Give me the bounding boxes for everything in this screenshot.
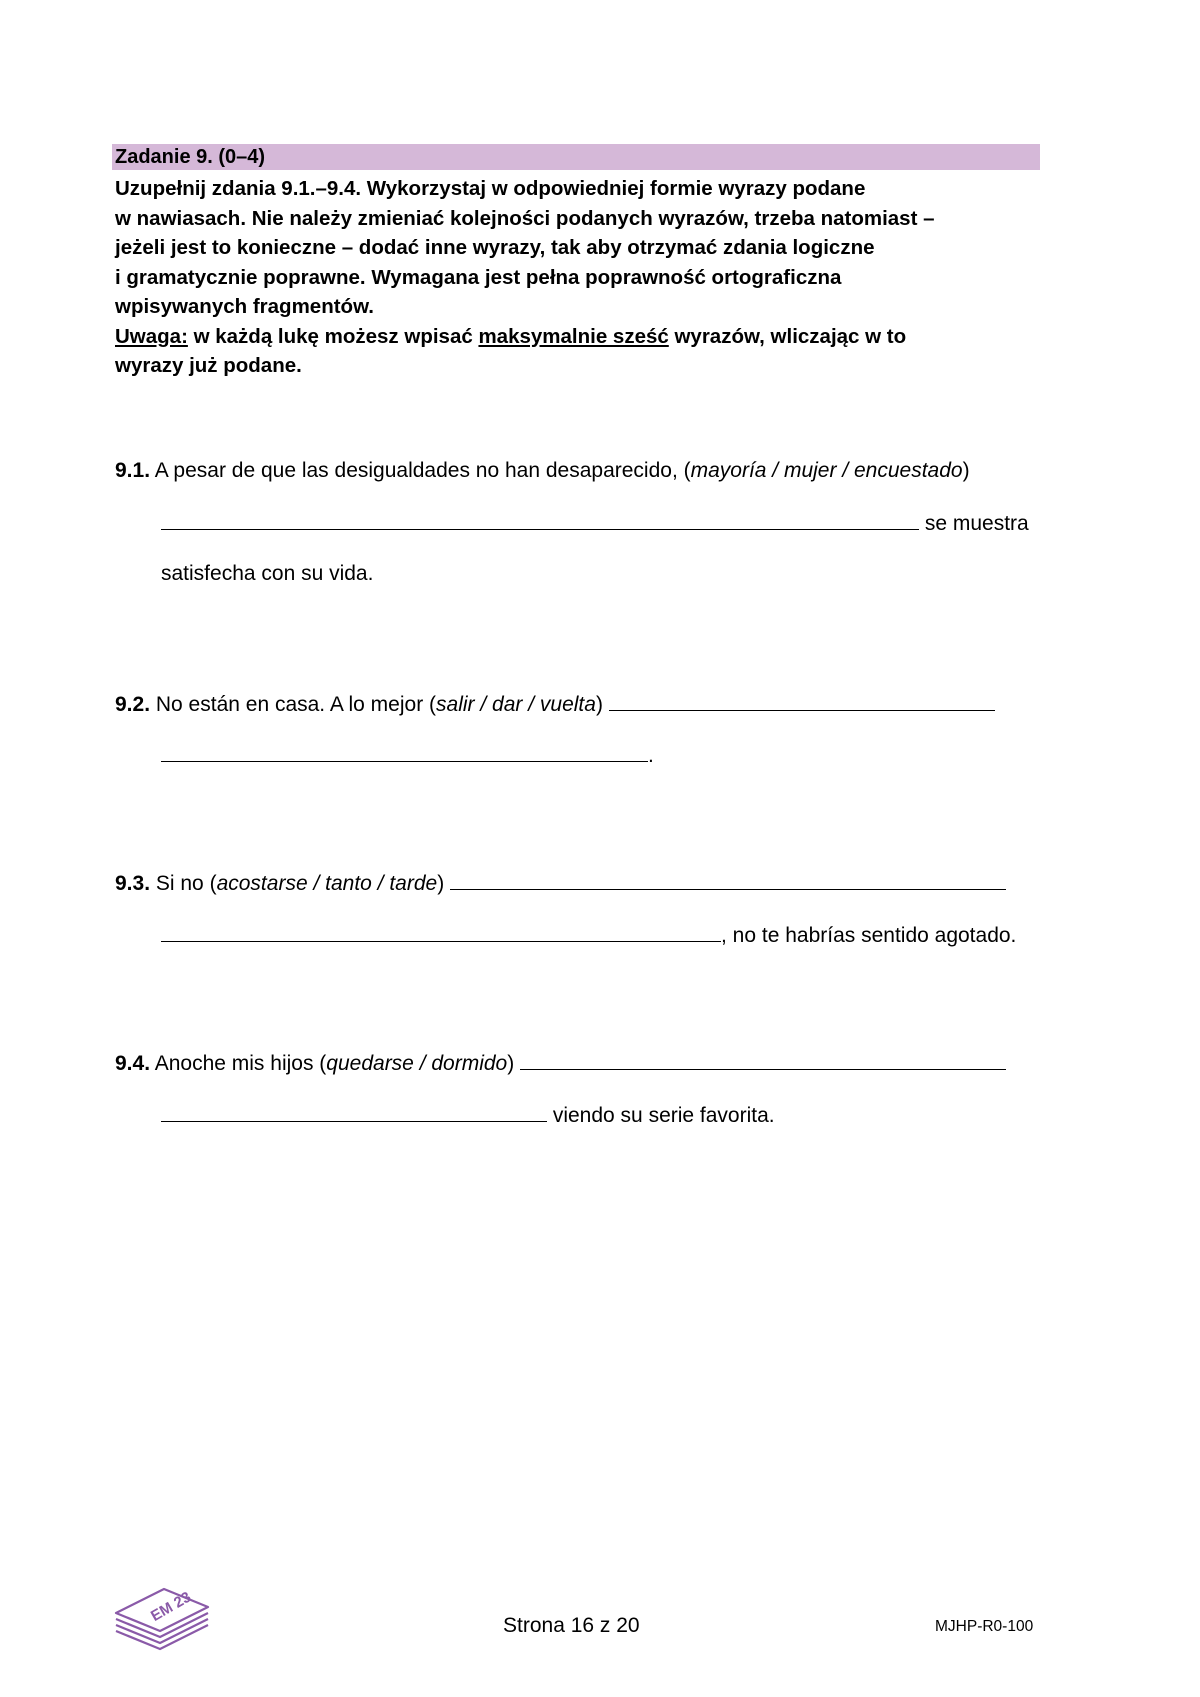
logo-text: EM 23 xyxy=(147,1588,194,1626)
item-text: Si no ( xyxy=(155,872,217,895)
item-text: A pesar de que las desigualdades no han desaparecido, ( xyxy=(154,459,691,482)
answer-gap-9-3b[interactable] xyxy=(161,921,721,942)
item-text-after: ) xyxy=(962,459,970,482)
item-text: Anoche mis hijos ( xyxy=(154,1052,327,1075)
item-hint: salir / dar / vuelta xyxy=(436,693,596,716)
em23-logo xyxy=(112,1587,212,1657)
item-text-after: ) xyxy=(437,872,451,895)
item-hint: acostarse / tanto / tarde xyxy=(216,872,438,895)
answer-gap-9-4b[interactable] xyxy=(161,1101,547,1122)
item-number: 9.4. xyxy=(115,1052,151,1075)
document-code: MJHP-R0-100 xyxy=(935,1618,1034,1635)
item-text-after-gap: . xyxy=(648,744,654,767)
task-title: Zadanie 9. (0–4) xyxy=(115,146,266,168)
item-hint: quedarse / dormido xyxy=(326,1052,508,1075)
instruction-line: i gramatycznie poprawne. Wymagana jest pełna poprawność ortograficzna xyxy=(115,265,842,289)
item-number: 9.3. xyxy=(115,872,151,895)
item-9-3-line2 xyxy=(161,921,1016,949)
item-text-after-gap: se muestra xyxy=(919,512,1029,535)
item-text-after-gap: , no te habrías sentido agotado. xyxy=(721,924,1017,947)
note-emphasis: maksymalnie sześć xyxy=(478,324,669,348)
instruction-line: Uzupełnij zdania 9.1.–9.4. Wykorzystaj w odpowiedniej formie wyrazy podane xyxy=(115,177,866,200)
note-text: w każdą lukę możesz wpisać xyxy=(187,324,479,348)
answer-gap-9-2b[interactable] xyxy=(161,741,648,762)
answer-gap-9-3a[interactable] xyxy=(450,869,1006,890)
item-9-1-line2 xyxy=(161,509,1029,537)
note-text-after: wyrazów, wliczając w to xyxy=(668,324,907,348)
item-9-4 xyxy=(115,1049,1006,1077)
note-line xyxy=(115,322,1035,352)
item-9-3 xyxy=(115,869,1006,897)
instruction-line: w nawiasach. Nie należy zmieniać kolejności podanych wyrazów, trzeba natomiast – xyxy=(115,206,935,230)
item-9-1 xyxy=(115,458,970,484)
note-line-2: wyrazy już podane. xyxy=(115,354,302,377)
item-9-1-line3: satisfecha con su vida. xyxy=(161,562,374,585)
item-9-2 xyxy=(115,690,995,718)
item-text-after: ) xyxy=(507,1052,521,1075)
item-9-2-line2 xyxy=(161,741,654,769)
item-text: No están en casa. A lo mejor ( xyxy=(155,693,437,716)
answer-gap-9-2a[interactable] xyxy=(609,690,995,711)
item-9-4-line2 xyxy=(161,1101,775,1129)
item-number: 9.2. xyxy=(115,693,151,716)
answer-gap-9-4a[interactable] xyxy=(520,1049,1006,1070)
note-label: Uwaga: xyxy=(115,324,188,348)
item-hint: mayoría / mujer / encuestado xyxy=(690,459,963,482)
task-instructions xyxy=(115,174,1035,381)
instruction-line: jeżeli jest to konieczne – dodać inne wyrazy, tak aby otrzymać zdania logiczne xyxy=(115,236,875,259)
item-text-after: ) xyxy=(595,693,609,716)
page-number: Strona 16 z 20 xyxy=(503,1614,640,1637)
answer-gap-9-1[interactable] xyxy=(161,509,919,530)
item-text-after-gap: viendo su serie favorita. xyxy=(547,1104,775,1127)
item-number: 9.1. xyxy=(115,459,151,482)
instruction-line: wpisywanych fragmentów. xyxy=(115,295,374,318)
